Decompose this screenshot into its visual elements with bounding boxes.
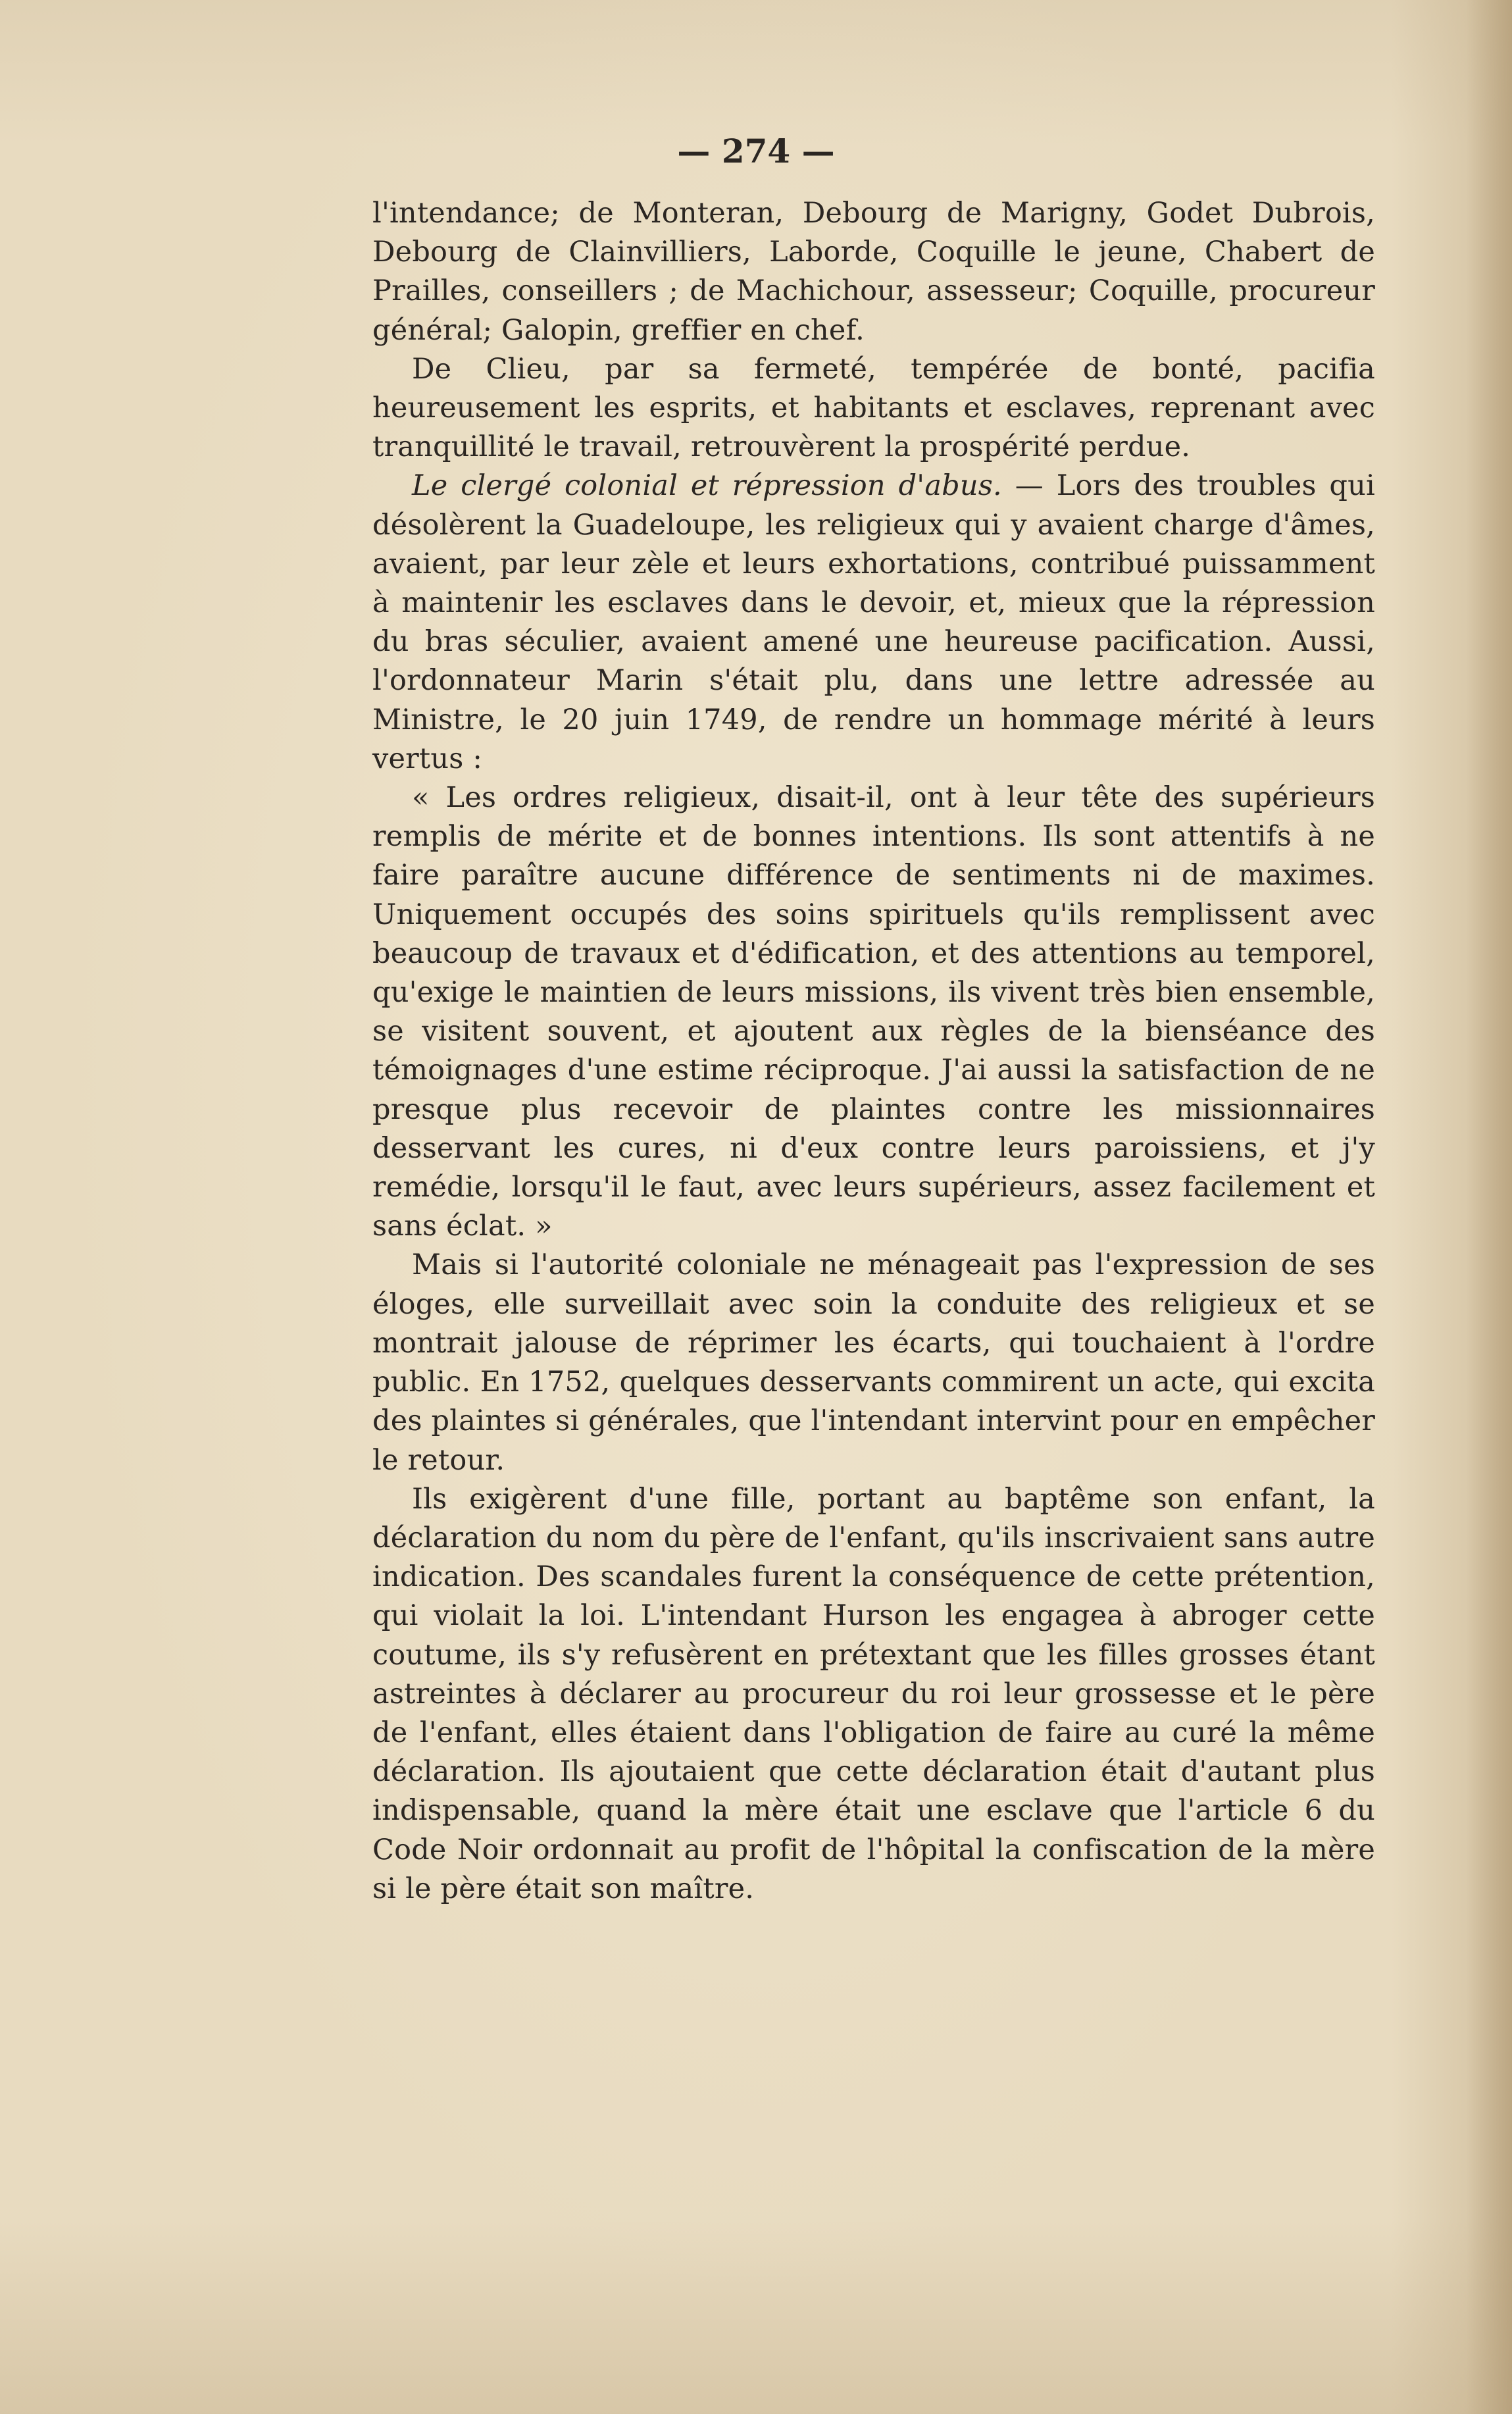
paragraph-4-quote: « Les ordres religieux, disait-il, ont à leur tête des supérieurs remplis de mérite et de bonnes intentions. Ils sont attentifs à ne faire paraître aucune différence de sentiments ni de maximes. Uniquement occupés des soins spirituels qu'ils remplissent avec beaucoup de travaux et d'édification, et des attentions au temporel, qu'exige le maintien de leurs missions, ils vivent très bien ensemble, se visitent souvent, et ajoutent aux règles de la bienséance des témoignages d'une estime réciproque. J'ai aussi la satisfaction de ne presque plus recevoir de plaintes contre les missionnaires desservant les cures, ni d'eux contre leurs paroissiens, et j'y remédie, lorsqu'il le faut, avec leurs supérieurs, assez facilement et sans éclat. » <box>372 781 1375 1243</box>
paragraph-5: Mais si l'autorité coloniale ne ménageait pas l'expression de ses éloges, elle surveillait avec soin la conduite des religieux et se montrait jalouse de réprimer les écarts, qui touchaient à l'ordre public. En 1752, quelques desservants commirent un acte, qui excita des plaintes si générales, que l'intendant intervint pour en empêcher le retour. <box>372 1248 1375 1477</box>
paragraph-3-text: — Lors des troubles qui désolèrent la Guadeloupe, les religieux qui y avaient charge d'âmes, avaient, par leur zèle et leurs exhortations, contribué puissamment à maintenir les esclaves dans le devoir, et, mieux que la répression du bras séculier, avaient amené une heureuse pacification. Aussi, l'ordonnateur Marin s'était plu, dans une lettre adressée au Ministre, le 20 juin 1749, de rendre un hommage mérité à leurs vertus : <box>372 469 1375 775</box>
body-text <box>372 194 1375 1909</box>
section-heading: Le clergé colonial et répression d'abus. <box>412 469 1002 503</box>
paragraph-1: l'intendance; de Monteran, Debourg de Marigny, Godet Dubrois, Debourg de Clainvilliers, Laborde, Coquille le jeune, Chabert de Prailles, conseillers ; de Machichour, assesseur; Coquille, procureur général; Galopin, greffier en chef. <box>372 197 1375 347</box>
paragraph-2: De Clieu, par sa fermeté, tempérée de bonté, pacifia heureusement les esprits, et habitants et esclaves, reprenant avec tranquillité le travail, retrouvèrent la prospérité perdue. <box>372 352 1375 464</box>
paragraph-3 <box>372 467 1375 779</box>
page-number: — 274 — <box>677 132 835 170</box>
paragraph-6: Ils exigèrent d'une fille, portant au baptême son enfant, la déclaration du nom du père de l'enfant, qu'ils inscrivaient sans autre indication. Des scandales furent la conséquence de cette prétention, qui violait la loi. L'intendant Hurson les engagea à abroger cette coutume, ils s'y refusèrent en prétextant que les filles grosses étant astreintes à déclarer au procureur du roi leur grossesse et le père de l'enfant, elles étaient dans l'obligation de faire au curé la même déclaration. Ils ajoutaient que cette déclaration était d'autant plus indispensable, quand la mère était une esclave que l'article 6 du Code Noir ordonnait au profit de l'hôpital la confiscation de la mère si le père était son maître. <box>372 1482 1375 1905</box>
page-edge-shadow <box>1466 0 1512 2414</box>
